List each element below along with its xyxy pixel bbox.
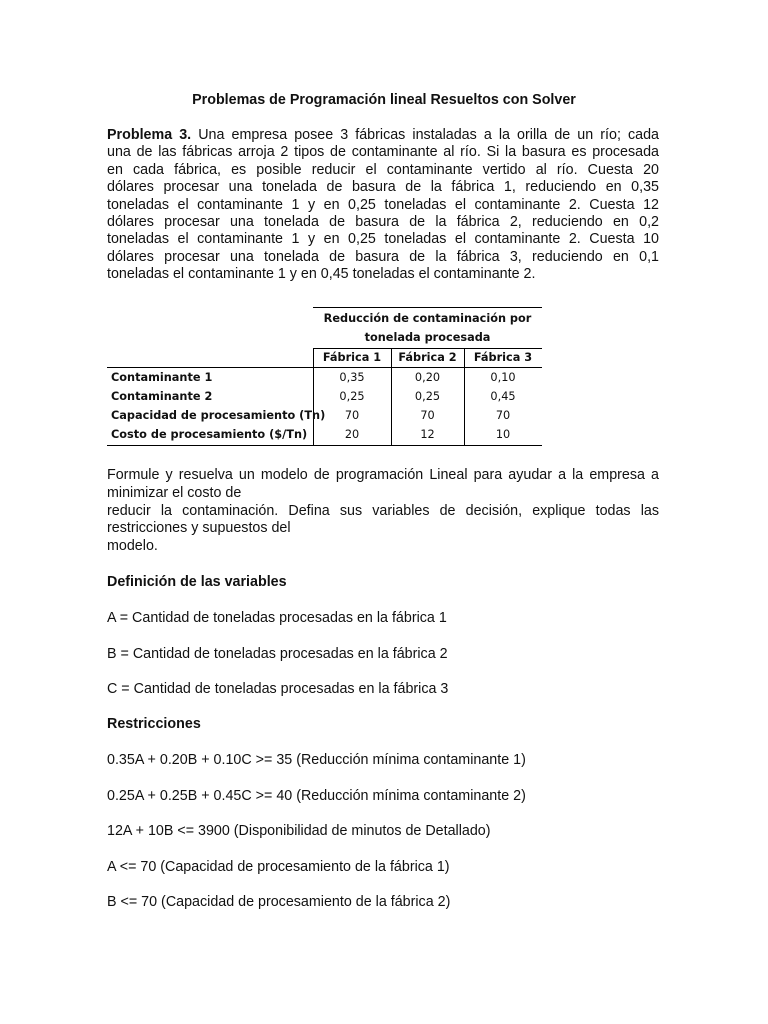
constraint-item: 0.25A + 0.25B + 0.45C >= 40 (Reducción mínima contaminante 2) [107, 788, 526, 804]
instructions-line-5: modelo. [107, 538, 158, 555]
problem-line-8: dólares procesar una tonelada de basura de la fábrica 3, reduciendo en 0,1 [107, 248, 659, 265]
table-cell: 70 [495, 409, 511, 422]
document-title: Problemas de Programación lineal Resueltos con Solver [192, 92, 576, 108]
table-col-header: Fábrica 2 [398, 351, 457, 364]
problem-line-2: una de las fábricas arroja 2 tipos de contaminante al río. Si la basura es procesada [107, 144, 659, 161]
table-header-rule [107, 367, 542, 368]
table-cell: 10 [495, 428, 511, 441]
table-cell: 20 [344, 428, 360, 441]
problem-line-5: toneladas el contaminante 1 y en 0,25 toneladas el contaminante 2. Cuesta 12 [107, 196, 659, 213]
problem-line-9: toneladas el contaminante 1 y en 0,45 toneladas el contaminante 2. [107, 266, 536, 283]
table-cell: 0,25 [339, 390, 365, 403]
table-group-header-1: Reducción de contaminación por [323, 312, 532, 325]
table-row-label: Contaminante 2 [111, 390, 213, 403]
constraint-item: 0.35A + 0.20B + 0.10C >= 35 (Reducción mínima contaminante 1) [107, 752, 526, 768]
table-group-rule [313, 348, 542, 349]
table-cell: 0,20 [414, 371, 441, 384]
problem-statement [107, 127, 659, 284]
problem-line-4: dólares procesar una tonelada de basura de la fábrica 1, reduciendo en 0,35 [107, 179, 659, 196]
instructions-line-4: restricciones y supuestos del [107, 520, 291, 537]
instructions-line-1: Formule y resuelva un modelo de programación Lineal para ayudar a la empresa a [107, 467, 659, 483]
table-cell: 0,35 [339, 371, 365, 384]
variables-heading: Definición de las variables [107, 574, 287, 590]
problem-line-6: dólares procesar una tonelada de basura de la fábrica 2, reduciendo en 0,2 [107, 214, 659, 231]
constraint-item: 12A + 10B <= 3900 (Disponibilidad de minutos de Detallado) [107, 823, 491, 839]
table-cell: 0,45 [490, 390, 516, 403]
table-row-label: Capacidad de procesamiento (Tn) [111, 409, 326, 422]
instructions-line-2: minimizar el costo de [107, 484, 242, 501]
constraint-item: A <= 70 (Capacidad de procesamiento de la fábrica 1) [107, 859, 450, 875]
problem-line-7: toneladas el contaminante 1 y en 0,25 toneladas el contaminante 2. Cuesta 10 [107, 231, 659, 248]
constraint-item: B <= 70 (Capacidad de procesamiento de la fábrica 2) [107, 894, 451, 910]
table-cell: 70 [344, 409, 360, 422]
table-row-label: Contaminante 1 [111, 371, 213, 384]
variable-item: A = Cantidad de toneladas procesadas en la fábrica 1 [107, 610, 447, 626]
table-top-rule [313, 307, 542, 308]
problem-line-1: Problema 3. Una empresa posee 3 fábricas instaladas a la orilla de un río; cada [107, 127, 659, 143]
variable-item: B = Cantidad de toneladas procesadas en la fábrica 2 [107, 646, 448, 662]
table-bottom-rule [107, 445, 542, 446]
table-col-header: Fábrica 3 [473, 351, 533, 364]
problem-label: Problema 3. [107, 127, 192, 143]
table-col-header: Fábrica 1 [322, 351, 382, 364]
table-group-header-2: tonelada procesada [364, 331, 491, 344]
constraints-heading: Restricciones [107, 716, 201, 732]
problem-line-3: en cada fábrica, es posible reducir el contaminante vertido al río. Cuesta 20 [107, 161, 659, 178]
instructions-paragraph [107, 467, 659, 556]
instructions-line-3: reducir la contaminación. Defina sus variables de decisión, explique todas las [107, 502, 659, 519]
variable-item: C = Cantidad de toneladas procesadas en la fábrica 3 [107, 681, 449, 697]
table-cell: 12 [420, 428, 435, 441]
table-cell: 70 [420, 409, 435, 422]
table-row-label: Costo de procesamiento ($/Tn) [111, 428, 308, 441]
table-cell: 0,10 [490, 371, 516, 384]
table-cell: 0,25 [414, 390, 441, 403]
